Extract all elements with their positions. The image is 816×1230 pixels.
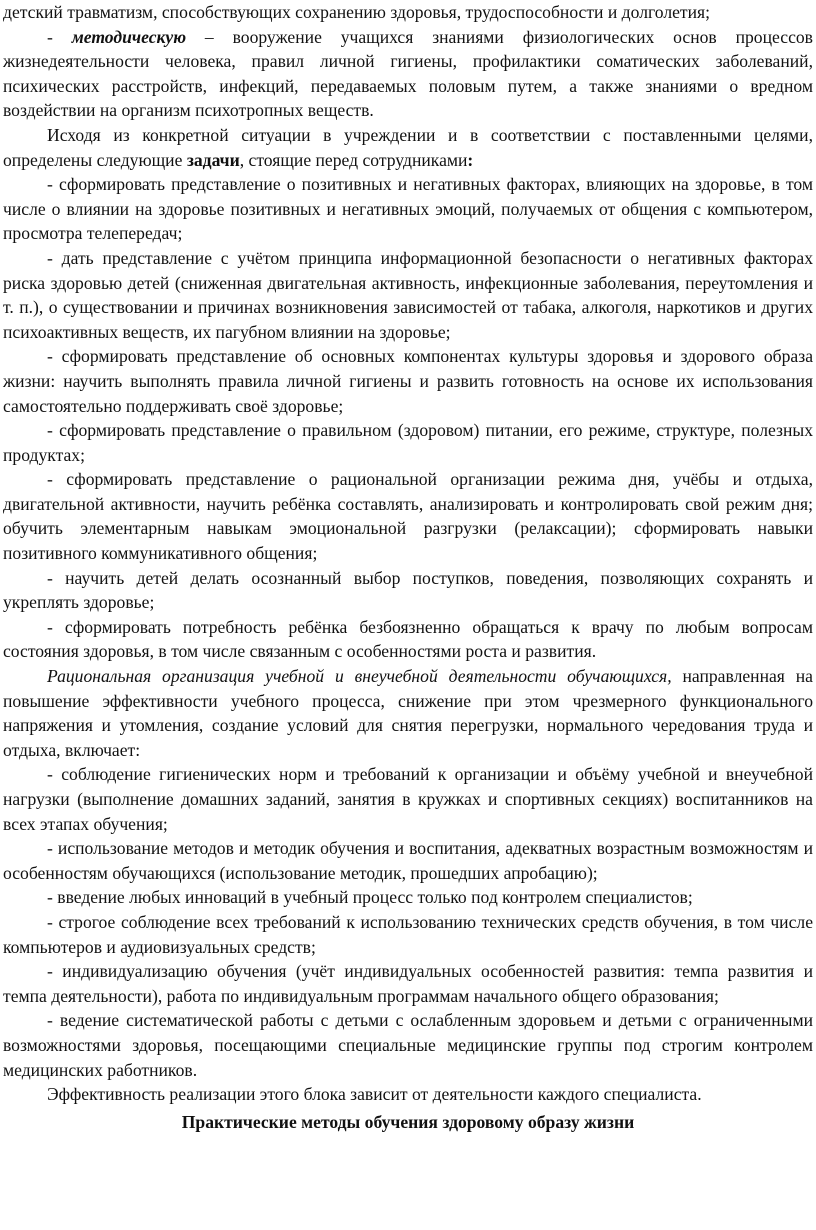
paragraph xyxy=(3,123,813,172)
text-run: , стоящие перед сотрудниками xyxy=(239,149,468,170)
paragraph xyxy=(3,566,813,615)
paragraph xyxy=(3,0,813,25)
text-run: - сформировать представление о рациональной организации режима дня, учёбы и отдыха, двигательной активности, научить ребёнка составлять, анализировать и контролировать свой режим дня; обучить элементарным навыкам эмоциональной разгрузки (релаксации); сформировать навыки позитивного коммуникативного общения; xyxy=(3,469,813,564)
paragraph xyxy=(3,836,813,885)
text-run: - индивидуализацию обучения (учёт индивидуальных особенностей развития: темпа развития и темпа деятельности), работа по индивидуальным программам начального общего образования; xyxy=(3,961,813,1006)
text-run: - использование методов и методик обучения и воспитания, адекватных возрастным возможностям и особенностям обучающихся (использование методик, прошедших апробацию); xyxy=(3,838,813,883)
text-run: - строгое соблюдение всех требований к использованию технических средств обучения, в том числе компьютеров и аудиовизуальных средств; xyxy=(3,911,813,957)
text-run: - научить детей делать осознанный выбор поступков, поведения, позволяющих сохранять и укреплять здоровье; xyxy=(3,567,813,613)
paragraph xyxy=(3,467,813,565)
paragraph xyxy=(3,1082,813,1107)
text-run: - введение любых инноваций в учебный процесс только под контролем специалистов; xyxy=(47,887,693,908)
paragraph xyxy=(3,959,813,1008)
text-run: направленная на повышение эффективности учебного процесса, снижение при этом чрезмерного функционального напряжения и утомления, создание условий для снятия перегрузки, нормального чередования труда и отдыха, включает: xyxy=(3,666,813,760)
section-heading: Практические методы обучения здоровому образу жизни xyxy=(181,1111,635,1132)
text-run: - дать представление с учётом принципа информационной безопасности о негативных факторах риска здоровью детей (сниженная двигательная активность, инфекционные заболевания, переутомления и т. п.), о существовании и причинах возникновения зависимостей от табака, алкоголя, наркотиков и других психоактивных веществ, их пагубном влиянии на здоровье; xyxy=(3,247,813,342)
paragraph xyxy=(3,246,813,344)
paragraph xyxy=(3,418,813,467)
emphasis-run: задачи xyxy=(186,149,240,170)
emphasis-run: : xyxy=(467,149,474,170)
paragraph xyxy=(3,172,813,246)
text-run: - сформировать представление о правильном (здоровом) питании, его режиме, структуре, полезных продуктах; xyxy=(3,420,813,465)
paragraph xyxy=(3,1008,813,1082)
text-run: - сформировать потребность ребёнка безбоязненно обращаться к врачу по любым вопросам состояния здоровья, в том числе связанным с особенностями роста и развития. xyxy=(3,616,813,662)
text-run: - xyxy=(47,26,72,47)
paragraph xyxy=(3,910,813,959)
emphasis-run: Рациональная организация учебной и внеучебной деятельности обучающихся, xyxy=(47,666,672,687)
text-run: - сформировать представление о позитивных и негативных факторах, влияющих на здоровье, в том числе о влиянии на здоровье позитивных и негативных эмоций, получаемых от общения с компьютером, просмотра телепередач; xyxy=(3,174,813,244)
text-run: Эффективность реализации этого блока зависит от деятельности каждого специалиста. xyxy=(47,1084,702,1105)
text-run: - ведение систематической работы с детьми с ослабленным здоровьем и детьми с ограниченными возможностями здоровья, посещающими специальные медицинские группы под строгим контролем медицинских работников. xyxy=(3,1010,813,1080)
text-run: детский травматизм, способствующих сохранению здоровья, трудоспособности и долголетия; xyxy=(3,2,710,22)
paragraph xyxy=(3,664,813,762)
paragraph xyxy=(3,885,813,910)
emphasis-run: методическую xyxy=(71,26,187,47)
paragraph xyxy=(3,344,813,418)
paragraph xyxy=(3,762,813,836)
paragraph xyxy=(3,615,813,664)
text-run: - соблюдение гигиенических норм и требований к организации и объёму учебной и внеучебной нагрузки (выполнение домашних заданий, занятия в кружках и спортивных секциях) воспитанников на всех этапах обучения; xyxy=(3,764,813,834)
document-body xyxy=(3,0,813,1107)
text-run: Исходя из конкретной ситуации в учреждении и в соответствии с поставленными целями, определены следующие xyxy=(3,124,813,170)
paragraph xyxy=(3,25,813,123)
text-run: - сформировать представление об основных компонентах культуры здоровья и здорового образа жизни: научить выполнять правила личной гигиены и развить готовность на основе их использования самостоятельно поддерживать своё здоровье; xyxy=(3,346,813,416)
text-run: – вооружение учащихся знаниями физиологических основ процессов жизнедеятельности человека, правил личной гигиены, профилактики соматических заболеваний, психических расстройств, инфекций, передаваемых половым путем, а также знаниями о вредном воздействии на организм психотропных веществ. xyxy=(3,26,813,121)
